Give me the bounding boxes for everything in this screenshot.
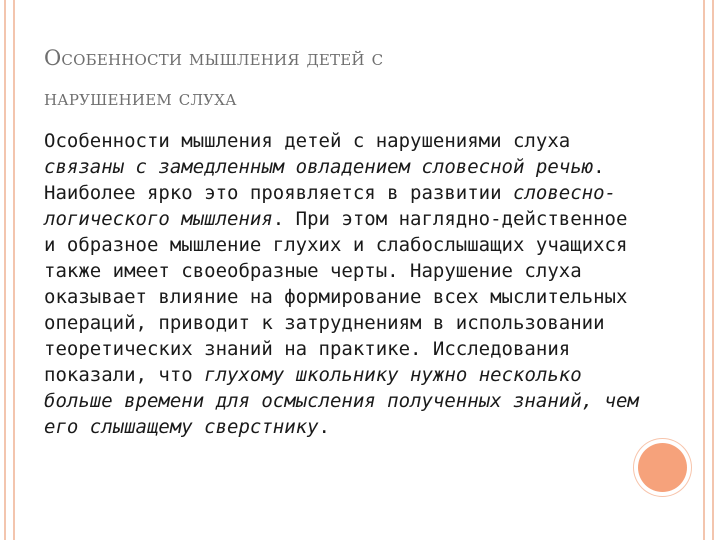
slide-title-line-2: нарушением слуха <box>44 86 237 110</box>
left-inner-border-line <box>13 0 15 540</box>
body-segment: . Наиболее ярко это проявляется в развитии <box>44 156 605 204</box>
body-segment: Особенности мышления детей с нарушениями слуха <box>44 130 571 152</box>
body-emphasis: словесно-логического мышления <box>44 182 616 230</box>
slide-body-text <box>44 128 644 440</box>
right-border-line <box>712 0 714 540</box>
body-emphasis: связаны с замедленным овладением словесной речью <box>44 156 594 178</box>
left-border-line <box>4 0 6 540</box>
slide-title-line-1: Особенности мышления детей с <box>44 46 384 70</box>
body-segment: . При этом наглядно-действенное и образное мышление глухих и слабослышащих учащихся также имеет своеобразные черты. Нарушение слуха оказывает влияние на формирование всех мыслительных операций, приводит к затруднениям в использовании теоретических знаний на практике. Исследования показали, что <box>44 208 628 386</box>
slide-title <box>44 38 644 118</box>
right-inner-border-line <box>703 0 705 540</box>
decorative-circle-icon <box>638 443 687 492</box>
body-emphasis: глухому школьнику нужно несколько больше времени для осмысления полученных знаний, чем его слышащему сверстнику <box>44 364 639 438</box>
body-segment: . <box>318 416 330 438</box>
